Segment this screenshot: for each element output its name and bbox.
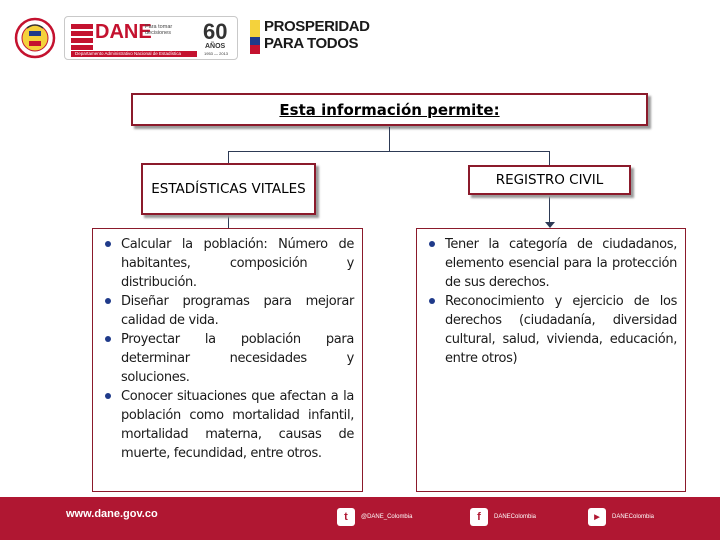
bullet-icon bbox=[429, 298, 435, 304]
bullet-icon bbox=[105, 336, 111, 342]
bullet-icon bbox=[105, 393, 111, 399]
twitter-handle: @DANE_Colombia bbox=[361, 514, 413, 520]
left-heading: ESTADÍSTICAS VITALES bbox=[151, 180, 306, 197]
youtube-handle: DANEColombia bbox=[612, 514, 655, 520]
page-footer bbox=[0, 497, 720, 540]
facebook-link[interactable] bbox=[470, 508, 536, 526]
facebook-icon: f bbox=[470, 508, 488, 526]
list-item-text: Reconocimiento y ejercicio de los derechos (ciudadanía, diversidad cultural, salud, vivienda, educación, entre otros) bbox=[445, 294, 677, 366]
list-item bbox=[423, 292, 677, 368]
list-item bbox=[99, 330, 354, 387]
registro-civil-box bbox=[468, 165, 631, 195]
prosperidad-logo[interactable] bbox=[250, 18, 375, 58]
list-item-text: Tener la categoría de ciudadanos, elemento esencial para la protección de sus derechos. bbox=[445, 237, 677, 290]
list-item-text: Diseñar programas para mejorar calidad de vida. bbox=[121, 294, 354, 328]
youtube-icon: ▶ bbox=[588, 508, 606, 526]
list-item bbox=[99, 235, 354, 292]
connector-line bbox=[549, 151, 550, 165]
prosperidad-line1: PROSPERIDAD bbox=[264, 18, 370, 35]
connector-line bbox=[549, 196, 550, 224]
dane-mark-icon bbox=[71, 24, 93, 50]
dane-subtitle-bar bbox=[71, 51, 197, 57]
twitter-icon: t bbox=[337, 508, 355, 526]
right-list bbox=[423, 235, 677, 368]
colombia-coat-of-arms-icon bbox=[14, 14, 56, 62]
estadisticas-vitales-panel bbox=[92, 228, 363, 492]
website-link[interactable]: www.dane.gov.co bbox=[66, 508, 158, 520]
colombia-flag-icon bbox=[250, 20, 260, 54]
diagram-title: Esta información permite: bbox=[279, 100, 500, 119]
list-item-text: Proyectar la población para determinar necesidades y soluciones. bbox=[121, 332, 354, 385]
right-heading: REGISTRO CIVIL bbox=[495, 172, 604, 188]
diagram-title-box bbox=[131, 93, 648, 126]
dane-wordmark: DANE bbox=[95, 21, 152, 43]
dane-subtitle: Departamento Administrativo Nacional de Estadística bbox=[75, 51, 182, 56]
anniversary-number: 60 bbox=[203, 19, 228, 44]
twitter-link[interactable] bbox=[337, 508, 412, 526]
connector-line bbox=[389, 127, 390, 151]
prosperidad-line2: PARA TODOS bbox=[264, 35, 359, 52]
list-item bbox=[99, 292, 354, 330]
dane-tagline: Para tomar decisiones bbox=[145, 24, 173, 36]
anniversary-label: AÑOS bbox=[205, 43, 226, 50]
bullet-icon bbox=[105, 298, 111, 304]
facebook-handle: DANEColombia bbox=[494, 514, 537, 520]
anniversary-years: 1953 — 2013 bbox=[204, 51, 229, 56]
list-item bbox=[99, 387, 354, 463]
list-item bbox=[423, 235, 677, 292]
dane-logo[interactable] bbox=[64, 16, 238, 60]
left-list bbox=[99, 235, 354, 463]
bullet-icon bbox=[105, 241, 111, 247]
registro-civil-panel bbox=[416, 228, 686, 492]
connector-line bbox=[228, 151, 550, 152]
anniversary-badge bbox=[203, 21, 237, 57]
page-header bbox=[0, 0, 720, 75]
estadisticas-vitales-box bbox=[141, 163, 316, 215]
youtube-link[interactable] bbox=[588, 508, 654, 526]
list-item-text: Conocer situaciones que afectan a la población como mortalidad infantil, mortalidad materna, causas de muerte, fecundidad, entre otros. bbox=[121, 389, 354, 461]
bullet-icon bbox=[429, 241, 435, 247]
list-item-text: Calcular la población: Número de habitantes, composición y distribución. bbox=[121, 237, 354, 290]
